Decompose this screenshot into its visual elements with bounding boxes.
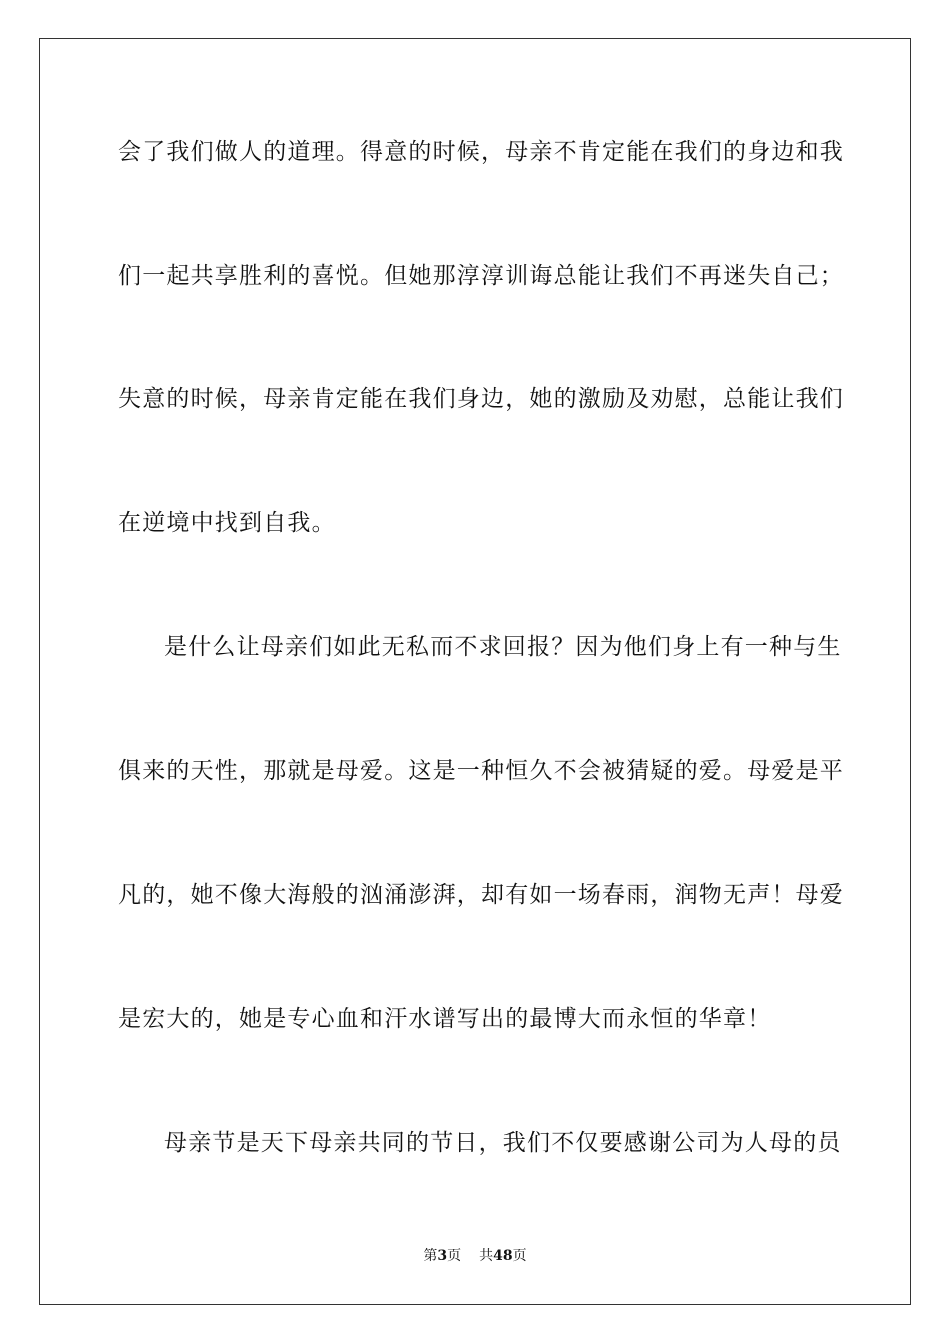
paragraph-start-line-9: 母亲节是天下母亲共同的节日，我们不仅要感谢公司为人母的员 [164,1130,842,1156]
text-line-4: 在逆境中找到自我。 [118,510,336,536]
text-line-3: 失意的时候，母亲肯定能在我们身边，她的激励及劝慰，总能让我们 [118,386,844,412]
page-footer [0,1246,950,1266]
footer-page-prefix: 第 [423,1248,438,1264]
footer-total-suffix: 页 [512,1248,527,1264]
text-line-6: 俱来的天性，那就是母爱。这是一种恒久不会被猜疑的爱。母爱是平 [118,758,844,784]
paragraph-start-line-5: 是什么让母亲们如此无私而不求回报？因为他们身上有一种与生 [164,634,842,660]
footer-page-suffix: 页 [447,1248,462,1264]
text-line-1: 会了我们做人的道理。得意的时候，母亲不肯定能在我们的身边和我 [118,139,844,165]
page-border [39,38,911,1305]
footer-page-number: 3 [437,1248,448,1264]
text-line-7: 凡的，她不像大海般的汹涌澎湃，却有如一场春雨，润物无声！母爱 [118,882,844,908]
text-line-8: 是宏大的，她是专心血和汗水谱写出的最博大而永恒的华章！ [118,1006,772,1032]
footer-total-prefix: 共 [479,1248,494,1264]
text-line-2: 们一起共享胜利的喜悦。但她那淳淳训诲总能让我们不再迷失自己； [118,263,844,289]
footer-total-pages: 48 [493,1248,513,1264]
